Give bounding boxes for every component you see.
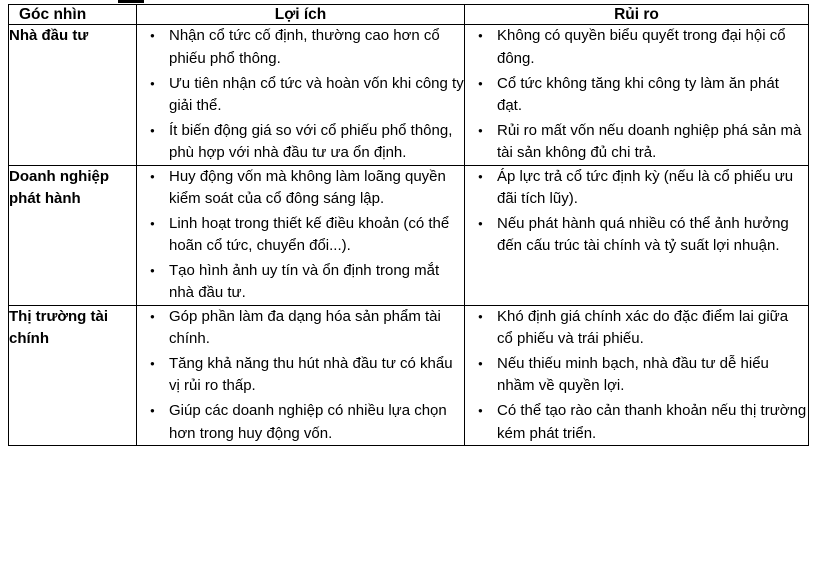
column-header-risks: Rủi ro — [465, 5, 809, 25]
table-row — [9, 165, 809, 305]
page-top-mark — [118, 0, 144, 3]
cell-market-benefits — [137, 305, 465, 445]
benefits-risks-table — [8, 4, 809, 446]
table-row — [9, 305, 809, 445]
cell-market-risks — [465, 305, 809, 445]
bullet-list — [465, 306, 808, 445]
bullet-list — [137, 166, 464, 305]
table-header-row — [9, 5, 809, 25]
list-item: ● Khó định giá chính xác do đặc điểm lai giữa cổ phiếu và trái phiếu. — [497, 306, 808, 350]
list-item: ● Góp phần làm đa dạng hóa sản phẩm tài chính. — [169, 306, 464, 350]
column-header-benefits: Lợi ích — [137, 5, 465, 25]
column-header-perspective: Góc nhìn — [9, 5, 137, 25]
list-item: ● Nhận cổ tức cố định, thường cao hơn cổ phiếu phổ thông. — [169, 25, 464, 69]
row-header-market: Thị trường tài chính — [9, 305, 137, 445]
bullet-list — [465, 166, 808, 258]
list-item: ● Nếu thiếu minh bạch, nhà đầu tư dễ hiểu nhầm về quyền lợi. — [497, 353, 808, 397]
list-item: ● Huy động vốn mà không làm loãng quyền kiểm soát của cổ đông sáng lập. — [169, 166, 464, 210]
list-item: ● Tăng khả năng thu hút nhà đầu tư có khẩu vị rủi ro thấp. — [169, 353, 464, 397]
list-item: ● Có thể tạo rào cản thanh khoản nếu thị trường kém phát triển. — [497, 400, 808, 444]
list-item: ● Không có quyền biểu quyết trong đại hội cổ đông. — [497, 25, 808, 69]
row-header-issuer: Doanh nghiệp phát hành — [9, 165, 137, 305]
row-header-investor: Nhà đầu tư — [9, 25, 137, 165]
list-item: ● Tạo hình ảnh uy tín và ổn định trong mắt nhà đầu tư. — [169, 260, 464, 304]
bullet-list — [137, 25, 464, 164]
cell-investor-benefits — [137, 25, 465, 165]
list-item: ● Áp lực trả cổ tức định kỳ (nếu là cổ phiếu ưu đãi tích lũy). — [497, 166, 808, 210]
list-item: ● Nếu phát hành quá nhiều có thể ảnh hưởng đến cấu trúc tài chính và tỷ suất lợi nhuận. — [497, 213, 808, 257]
list-item: ● Giúp các doanh nghiệp có nhiều lựa chọn hơn trong huy động vốn. — [169, 400, 464, 444]
cell-issuer-benefits — [137, 165, 465, 305]
bullet-list — [137, 306, 464, 445]
list-item: ● Ít biến động giá so với cổ phiếu phổ thông, phù hợp với nhà đầu tư ưa ổn định. — [169, 120, 464, 164]
cell-investor-risks — [465, 25, 809, 165]
list-item: ● Cổ tức không tăng khi công ty làm ăn phát đạt. — [497, 73, 808, 117]
list-item: ● Ưu tiên nhận cổ tức và hoàn vốn khi công ty giải thể. — [169, 73, 464, 117]
table-row — [9, 25, 809, 165]
list-item: ● Linh hoạt trong thiết kế điều khoản (có thể hoãn cổ tức, chuyển đổi...). — [169, 213, 464, 257]
list-item: ● Rủi ro mất vốn nếu doanh nghiệp phá sản mà tài sản không đủ chi trả. — [497, 120, 808, 164]
bullet-list — [465, 25, 808, 164]
cell-issuer-risks — [465, 165, 809, 305]
